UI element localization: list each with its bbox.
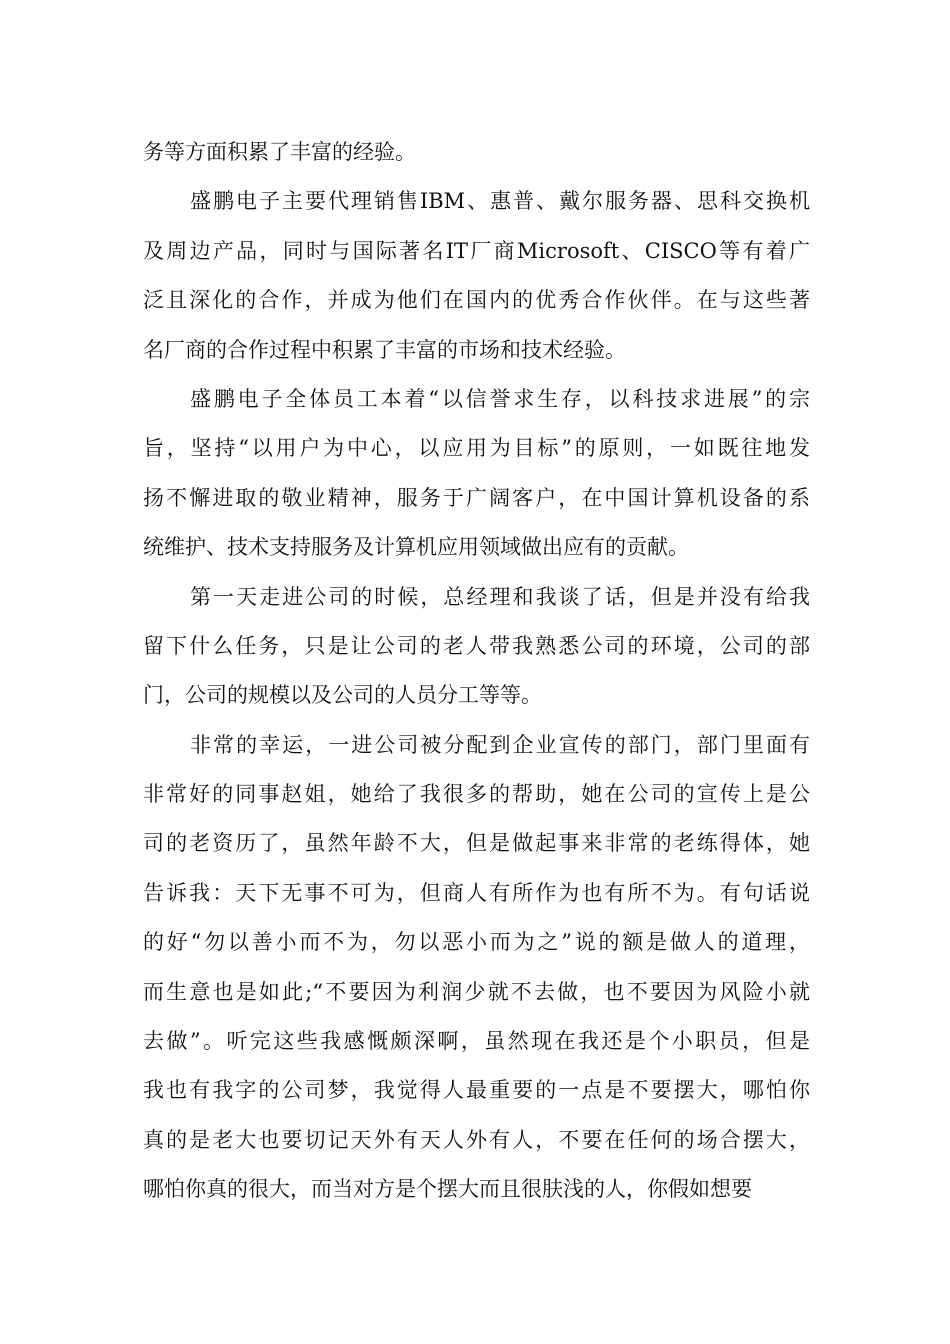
paragraph-line: 第一天走进公司的时候，总经理和我谈了话，但是并没有给我: [190, 584, 810, 609]
paragraph: [143, 177, 810, 375]
paragraph: [143, 128, 810, 177]
paragraph-line: 盛鹏电子主要代理销售IBM、惠普、戴尔服务器、思科交换机: [190, 189, 810, 214]
paragraph-line: 留下什么任务，只是让公司的老人带我熟悉公司的环境，公司的部: [143, 633, 810, 658]
paragraph-line: 真的是老大也要切记天外有天人外有人，不要在任何的场合摆大，: [143, 1127, 810, 1152]
paragraph-line: 的好“勿以善小而不为，勿以恶小而为之”说的额是做人的道理，: [143, 930, 810, 955]
paragraph-line: 门，公司的规模以及公司的人员分工等等。: [143, 683, 542, 708]
paragraph-line: 及周边产品，同时与国际著名IT厂商Microsoft、CISCO等有着广: [143, 238, 810, 263]
paragraph-line: 务等方面积累了丰富的经验。: [143, 140, 416, 164]
document-body: [143, 128, 810, 1215]
paragraph-line: 哪怕你真的很大，而当对方是个摆大而且很肤浅的人，你假如想要: [143, 1177, 752, 1202]
paragraph-line: 告诉我：天下无事不可为，但商人有所作为也有所不为。有句话说: [143, 880, 810, 905]
paragraph-line: 非常好的同事赵姐，她给了我很多的帮助，她在公司的宣传上是公: [143, 782, 810, 807]
paragraph-line: 去做”。听完这些我感慨颇深啊，虽然现在我还是个小职员，但是: [143, 1029, 810, 1054]
paragraph: [143, 573, 810, 721]
paragraph-line: 扬不懈进取的敬业精神，服务于广阔客户，在中国计算机设备的系: [143, 485, 810, 510]
paragraph-line: 泛且深化的合作，并成为他们在国内的优秀合作伙伴。在与这些著: [143, 288, 810, 313]
paragraph-line: 盛鹏电子全体员工本着“以信誉求生存，以科技求进展”的宗: [190, 386, 810, 411]
paragraph-line: 司的老资历了，虽然年龄不大，但是做起事来非常的老练得体，她: [143, 831, 810, 856]
paragraph-line: 我也有我字的公司梦，我觉得人最重要的一点是不要摆大，哪怕你: [143, 1078, 810, 1103]
paragraph-line: 旨，坚持“以用户为中心，以应用为目标”的原则，一如既往地发: [143, 436, 810, 461]
paragraph: [143, 721, 810, 1215]
paragraph-line: 统维护、技术支持服务及计算机应用领域做出应有的贡献。: [143, 535, 689, 560]
paragraph: [143, 375, 810, 573]
paragraph-line: 而生意也是如此;“不要因为利润少就不去做，也不要因为风险小就: [143, 979, 810, 1004]
paragraph-line: 非常的幸运，一进公司被分配到企业宣传的部门，部门里面有: [190, 732, 810, 757]
paragraph-line: 名厂商的合作过程中积累了丰富的市场和技术经验。: [143, 337, 626, 362]
